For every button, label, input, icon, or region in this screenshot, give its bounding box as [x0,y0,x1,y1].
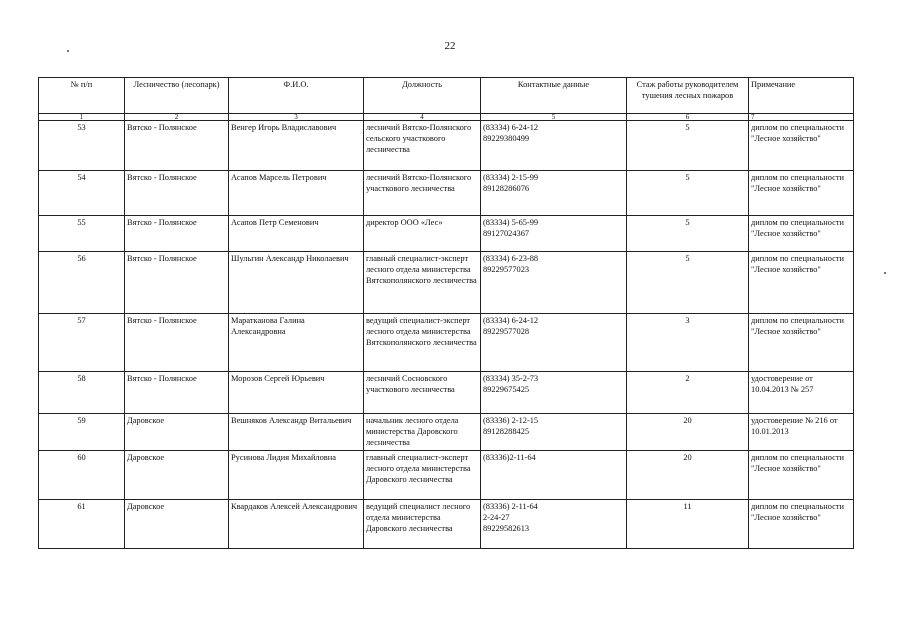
header-note: Примечание [749,78,854,114]
column-number: 3 [229,114,364,121]
position-cell: главный специалист-эксперт лесного отдела министерства Даровского лесничества [364,450,481,499]
foresters-table [38,77,854,549]
full-name-cell: Асапов Петр Семенович [229,216,364,252]
position-cell: лесничий Вятско-Полянского участкового лесничества [364,171,481,216]
experience-cell: 20 [627,414,749,451]
full-name-cell: Вешняков Александр Витальевич [229,414,364,451]
row-number-cell: 61 [39,499,125,548]
table-row [39,372,854,414]
row-number-cell: 56 [39,252,125,314]
note-cell: диплом по специальности "Лесное хозяйство" [749,499,854,548]
forestry-cell: Вятско - Полянское [125,372,229,414]
note-cell: удостоверение от 10.04.2013 № 257 [749,372,854,414]
table-body [39,121,854,549]
forestry-cell: Вятско - Полянское [125,252,229,314]
full-name-cell: Квардаков Алексей Александрович [229,499,364,548]
position-cell: лесничий Вятско-Полянского сельского участкового лесничества [364,121,481,171]
contacts-cell: (83334) 6-24-12 89229577028 [481,314,627,372]
column-number: 5 [481,114,627,121]
table-row [39,414,854,451]
row-number-cell: 59 [39,414,125,451]
header-forestry: Лесничество (лесопарк) [125,78,229,114]
forestry-cell: Даровское [125,450,229,499]
scan-speck [67,50,69,52]
contacts-cell: (83334) 35-2-73 89229675425 [481,372,627,414]
column-number: 7 [749,114,854,121]
contacts-cell: (83336) 2-11-64 2-24-27 89229582613 [481,499,627,548]
experience-cell: 11 [627,499,749,548]
header-contacts: Контактные данные [481,78,627,114]
full-name-cell: Морозов Сергей Юрьевич [229,372,364,414]
full-name-cell: Асапов Марсель Петрович [229,171,364,216]
position-cell: директор ООО «Лес» [364,216,481,252]
table-row [39,121,854,171]
note-cell: диплом по специальности "Лесное хозяйство" [749,252,854,314]
contacts-cell: (83334) 6-23-88 89229577023 [481,252,627,314]
column-number: 1 [39,114,125,121]
forestry-cell: Вятско - Полянское [125,171,229,216]
column-number: 4 [364,114,481,121]
row-number-cell: 54 [39,171,125,216]
table-row [39,216,854,252]
full-name-cell: Шульгин Александр Николаевич [229,252,364,314]
table-row [39,499,854,548]
forestry-cell: Вятско - Полянское [125,121,229,171]
contacts-cell: (83336)2-11-64 [481,450,627,499]
header-experience: Стаж работы руководителем тушения лесных пожаров [627,78,749,114]
experience-cell: 3 [627,314,749,372]
row-number-cell: 58 [39,372,125,414]
forestry-cell: Вятско - Полянское [125,314,229,372]
full-name-cell: Маратканова Галина Александровна [229,314,364,372]
experience-cell: 5 [627,252,749,314]
page-number: 22 [444,40,456,52]
column-number: 6 [627,114,749,121]
contacts-cell: (83336) 2-12-15 89128288425 [481,414,627,451]
header-number: № п/п [39,78,125,114]
contacts-cell: (83334) 2-15-99 89128286076 [481,171,627,216]
row-number-cell: 57 [39,314,125,372]
experience-cell: 20 [627,450,749,499]
header-row [39,78,854,114]
contacts-cell: (83334) 5-65-99 89127024367 [481,216,627,252]
scan-speck [884,272,886,274]
position-cell: ведущий специалист-эксперт лесного отдела министерства Вятскополянского лесничества [364,314,481,372]
position-cell: начальник лесного отдела министерства Даровского лесничества [364,414,481,451]
full-name-cell: Русинова Лидия Михайловна [229,450,364,499]
row-number-cell: 53 [39,121,125,171]
table-row [39,171,854,216]
forestry-cell: Даровское [125,499,229,548]
position-cell: главный специалист-эксперт лесного отдела министерства Вятскополянского лесничества [364,252,481,314]
column-number-row [39,114,854,121]
table-row [39,450,854,499]
full-name-cell: Венгер Игорь Владиславович [229,121,364,171]
note-cell: диплом по специальности "Лесное хозяйство" [749,450,854,499]
forestry-cell: Вятско - Полянское [125,216,229,252]
experience-cell: 5 [627,121,749,171]
forestry-cell: Даровское [125,414,229,451]
position-cell: лесничий Сосновского участкового лесничества [364,372,481,414]
header-position: Должность [364,78,481,114]
column-number: 2 [125,114,229,121]
table-row [39,314,854,372]
contacts-cell: (83334) 6-24-12 89229380499 [481,121,627,171]
experience-cell: 5 [627,171,749,216]
header-full-name: Ф.И.О. [229,78,364,114]
experience-cell: 5 [627,216,749,252]
table-row [39,252,854,314]
row-number-cell: 60 [39,450,125,499]
position-cell: ведущий специалист лесного отдела министерства Даровского лесничества [364,499,481,548]
experience-cell: 2 [627,372,749,414]
note-cell: диплом по специальности "Лесное хозяйство" [749,314,854,372]
note-cell: удостоверение № 216 от 10.01.2013 [749,414,854,451]
note-cell: диплом по специальности "Лесное хозяйство" [749,216,854,252]
note-cell: диплом по специальности "Лесное хозяйство" [749,171,854,216]
row-number-cell: 55 [39,216,125,252]
note-cell: диплом по специальности "Лесное хозяйство" [749,121,854,171]
